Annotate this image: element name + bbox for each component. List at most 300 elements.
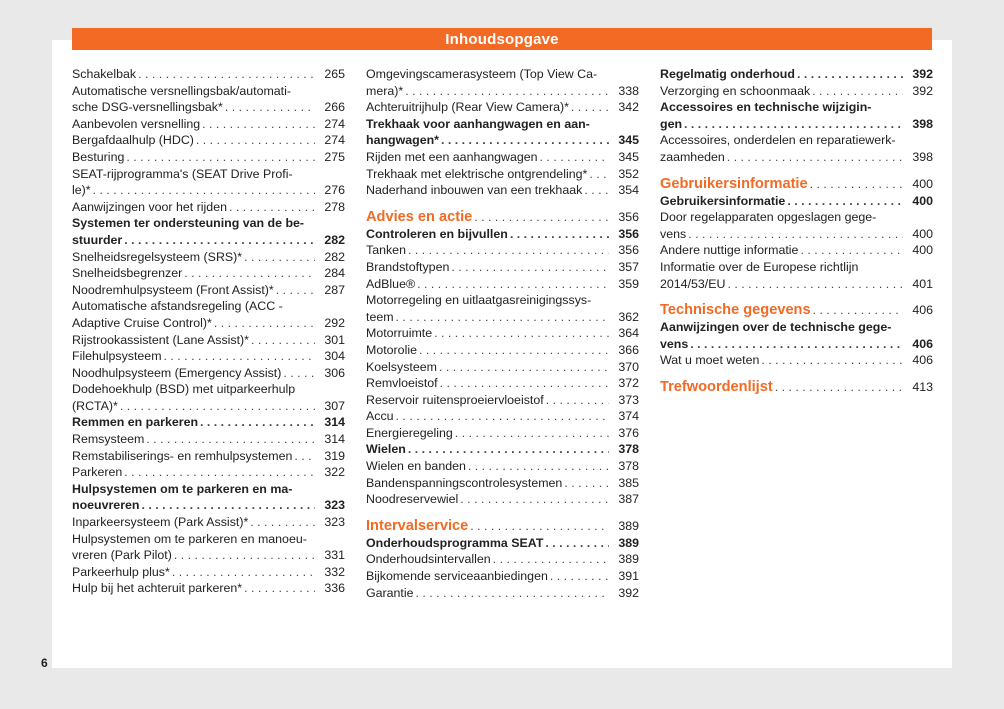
dot-leader [690, 336, 903, 353]
dot-leader [276, 282, 315, 299]
toc-page-number: 342 [618, 100, 639, 115]
toc-entry-line [660, 149, 933, 166]
toc-section[interactable] [366, 517, 639, 535]
toc-entry[interactable] [72, 282, 345, 299]
dot-leader [468, 458, 609, 475]
dot-leader [184, 265, 315, 282]
toc-entry-line [366, 458, 639, 475]
toc-entry-title: Hulp bij het achteruit parkeren* [72, 581, 243, 596]
toc-entry-line [366, 441, 639, 458]
dot-leader [120, 398, 315, 415]
dot-leader [200, 414, 315, 431]
toc-entry-line [660, 226, 933, 243]
toc-page-number: 287 [324, 282, 345, 297]
toc-entry-line [660, 242, 933, 259]
toc-entry-line [72, 265, 345, 282]
toc-entry-line [660, 66, 933, 83]
toc-page-number: 385 [618, 475, 639, 490]
toc-section[interactable] [660, 378, 933, 396]
toc-page-number: 398 [912, 149, 933, 164]
toc-entry-title: Automatische afstandsregeling (ACC - [72, 299, 283, 314]
toc-page-number: 392 [912, 67, 933, 81]
toc-entry[interactable] [72, 580, 345, 597]
toc-page-number: 319 [324, 448, 345, 463]
dot-leader [244, 580, 315, 597]
toc-entry-title: Rijden met een aanhangwagen [366, 149, 538, 164]
toc-entry[interactable] [366, 259, 639, 276]
toc-page-number: 284 [324, 266, 345, 281]
toc-entry-line [366, 491, 639, 508]
toc-entry-line [72, 564, 345, 581]
toc-entry[interactable] [72, 66, 345, 83]
toc-entry[interactable] [366, 475, 639, 492]
toc-entry-line [660, 336, 933, 353]
toc-entry-title: teem [366, 309, 394, 324]
toc-section[interactable] [366, 208, 639, 226]
toc-entry-line [366, 66, 639, 83]
toc-page-number: 356 [618, 243, 639, 258]
toc-entry[interactable] [72, 381, 345, 414]
toc-entry[interactable] [72, 249, 345, 266]
toc-entry-line [366, 292, 639, 309]
toc-entry-title: Onderhoudsprogramma SEAT [366, 535, 544, 550]
toc-page-number: 275 [324, 149, 345, 164]
toc-entry-line [72, 481, 345, 498]
toc-entry-title: Controleren en bijvullen [366, 226, 508, 241]
dot-leader [419, 342, 609, 359]
toc-entry[interactable] [72, 298, 345, 331]
toc-page-number: 356 [618, 209, 639, 224]
toc-entry-title: Accessoires en technische wijzigin- [660, 100, 872, 115]
dot-leader [787, 193, 903, 210]
toc-entry-line [72, 531, 345, 548]
toc-entry-title: Gebruikersinformatie [660, 175, 808, 192]
toc-entry-line [366, 475, 639, 492]
dot-leader [550, 568, 609, 585]
dot-leader [174, 547, 315, 564]
toc-entry-title: sche DSG-versnellingsbak* [72, 100, 223, 115]
toc-page-number: 400 [912, 226, 933, 241]
toc-entry-line [72, 365, 345, 382]
dot-leader [775, 378, 903, 396]
toc-entry-title: Schakelbak [72, 67, 137, 81]
toc-entry-line [366, 259, 639, 276]
toc-page-number: 387 [618, 492, 639, 507]
toc-entry-line [660, 116, 933, 133]
toc-entry-line [366, 535, 639, 552]
toc-entry-title: Systemen ter ondersteuning van de be- [72, 216, 305, 231]
toc-entry-title: Remstabiliserings- en remhulpsystemen [72, 448, 293, 463]
toc-page-number: 400 [912, 243, 933, 258]
toc-entry-title: Andere nuttige informatie [660, 243, 799, 258]
toc-entry-line [72, 448, 345, 465]
toc-entry-line [660, 319, 933, 336]
toc-page-number: 398 [912, 116, 933, 131]
toc-page-number: 374 [618, 409, 639, 424]
dot-leader [727, 276, 903, 293]
toc-entry-title: Dodehoekhulp (BSD) met uitparkeerhulp [72, 382, 296, 397]
toc-entry[interactable] [72, 365, 345, 382]
toc-entry[interactable] [72, 215, 345, 248]
toc-entry-line [366, 149, 639, 166]
toc-entry-line [72, 99, 345, 116]
toc-entry[interactable] [366, 551, 639, 568]
toc-page-number: 276 [324, 183, 345, 198]
toc-page-number: 307 [324, 398, 345, 413]
toc-page-number: 392 [912, 83, 933, 98]
toc-entry-line [660, 352, 933, 369]
dot-leader [250, 514, 315, 531]
dot-leader [545, 535, 609, 552]
toc-page-number: 314 [324, 432, 345, 447]
toc-entry-title: Garantie [366, 585, 414, 600]
dot-leader [688, 226, 903, 243]
dot-leader [510, 226, 609, 243]
toc-entry[interactable] [72, 414, 345, 431]
dot-leader [813, 301, 903, 319]
toc-entry-line [660, 301, 933, 319]
toc-entry[interactable] [366, 116, 639, 149]
toc-entry-title: SEAT-rijprogramma's (SEAT Drive Profi- [72, 166, 293, 181]
toc-entry-title: Motorolie [366, 342, 417, 357]
toc-entry-title: Remsysteem [72, 432, 145, 447]
toc-entry[interactable] [72, 132, 345, 149]
toc-entry-line [660, 175, 933, 193]
toc-page-number: 336 [324, 581, 345, 596]
toc-entry[interactable] [366, 66, 639, 99]
toc-page-number: 389 [618, 552, 639, 567]
toc-entry-line [366, 359, 639, 376]
toc-entry-title: Motorruimte [366, 326, 433, 341]
toc-entry-title: Automatische versnellingsbak/automati- [72, 83, 292, 98]
toc-entry[interactable] [366, 458, 639, 475]
toc-page-number: 274 [324, 133, 345, 148]
toc-entry-title: Wat u moet weten [660, 353, 760, 368]
toc-entry-title: Advies en actie [366, 208, 473, 225]
dot-leader [141, 497, 315, 514]
toc-entry[interactable] [366, 535, 639, 552]
toc-entry-line [72, 282, 345, 299]
toc-entry[interactable] [660, 259, 933, 292]
toc-entry-title: Adaptive Cruise Control)* [72, 315, 212, 330]
dot-leader [451, 259, 609, 276]
toc-entry[interactable] [660, 66, 933, 83]
toc-page-number: 370 [618, 359, 639, 374]
toc-page-number: 338 [618, 83, 639, 98]
toc-entry-title: zaamheden [660, 149, 725, 164]
toc-entry-title: Trekhaak voor aanhangwagen en aan- [366, 116, 590, 131]
toc-entry-line [72, 149, 345, 166]
dot-leader [225, 99, 315, 116]
toc-entry-title: Filehulpsysteem [72, 349, 162, 364]
toc-entry[interactable] [366, 149, 639, 166]
toc-entry-title: (RCTA)* [72, 398, 118, 413]
toc-entry-title: Brandstoftypen [366, 259, 450, 274]
toc-page-number: 306 [324, 365, 345, 380]
toc-entry[interactable] [366, 276, 639, 293]
dot-leader [434, 325, 609, 342]
toc-entry[interactable] [660, 209, 933, 242]
toc-entry[interactable] [72, 265, 345, 282]
toc-entry-title: Accu [366, 409, 394, 424]
toc-page-number: 392 [618, 585, 639, 600]
toc-entry[interactable] [72, 448, 345, 465]
toc-entry[interactable] [72, 514, 345, 531]
toc-entry[interactable] [72, 431, 345, 448]
toc-entry[interactable] [72, 332, 345, 349]
toc-entry-line [366, 551, 639, 568]
toc-entry[interactable] [366, 375, 639, 392]
dot-leader [470, 517, 609, 535]
toc-entry-line [72, 514, 345, 531]
toc-entry-title: Bergafdaalhulp (HDC) [72, 133, 194, 148]
toc-entry-title: Hulpsystemen om te parkeren en manoeu- [72, 531, 307, 546]
toc-entry[interactable] [366, 585, 639, 602]
toc-entry-title: Aanwijzingen voor het rijden [72, 199, 227, 214]
dot-leader [283, 365, 315, 382]
toc-entry-title: Parkeerhulp plus* [72, 564, 170, 579]
toc-page-number: 274 [324, 116, 345, 131]
toc-entry-title: Gebruikersinformatie [660, 193, 786, 208]
toc-entry-title: mera)* [366, 83, 404, 98]
toc-entry-title: Accessoires, onderdelen en reparatiewerk- [660, 133, 896, 148]
toc-entry-line [72, 232, 345, 249]
toc-entry-line [72, 132, 345, 149]
toc-entry-title: Noodreservewiel [366, 492, 459, 507]
dot-leader [294, 448, 315, 465]
toc-entry-line [72, 381, 345, 398]
toc-entry-title: Hulpsystemen om te parkeren en ma- [72, 481, 293, 496]
toc-entry[interactable] [72, 464, 345, 481]
toc-entry[interactable] [366, 292, 639, 325]
toc-entry-line [72, 497, 345, 514]
dot-leader [251, 332, 315, 349]
toc-page-number: 378 [618, 442, 639, 457]
toc-entry[interactable] [72, 564, 345, 581]
dot-leader [810, 175, 903, 193]
toc-section[interactable] [660, 301, 933, 319]
toc-entry-line [366, 83, 639, 100]
toc-entry[interactable] [366, 166, 639, 183]
toc-entry[interactable] [366, 491, 639, 508]
toc-entry-line [660, 83, 933, 100]
dot-leader [546, 392, 609, 409]
toc-entry[interactable] [366, 342, 639, 359]
toc-entry-title: Door regelapparaten opgeslagen gege- [660, 210, 877, 225]
toc-section[interactable] [660, 175, 933, 193]
toc-entry-line [660, 193, 933, 210]
toc-page-number: 372 [618, 376, 639, 391]
toc-entry[interactable] [660, 99, 933, 132]
toc-page-number: 357 [618, 259, 639, 274]
toc-entry[interactable] [366, 441, 639, 458]
dot-leader [540, 149, 609, 166]
dot-leader [441, 132, 609, 149]
dot-leader [396, 309, 609, 326]
dot-leader [440, 375, 609, 392]
toc-entry-title: vreren (Park Pilot) [72, 548, 172, 563]
toc-entry-title: stuurder [72, 232, 123, 247]
toc-entry-title: Informatie over de Europese richtlijn [660, 259, 859, 274]
toc-entry-line [660, 132, 933, 149]
dot-leader [396, 408, 609, 425]
toc-entry[interactable] [366, 408, 639, 425]
toc-entry[interactable] [660, 83, 933, 100]
dot-leader [124, 464, 315, 481]
toc-entry-title: vens [660, 226, 687, 241]
toc-entry-title: Verzorging en schoonmaak [660, 83, 811, 98]
toc-entry[interactable] [366, 182, 639, 199]
page-number: 6 [41, 656, 48, 670]
toc-entry[interactable] [366, 425, 639, 442]
toc-entry-line [366, 325, 639, 342]
toc-page-number: 278 [324, 199, 345, 214]
toc-entry[interactable] [366, 568, 639, 585]
dot-leader [124, 232, 315, 249]
toc-entry-title: le)* [72, 183, 91, 198]
dot-leader [405, 83, 609, 100]
toc-page-number: 362 [618, 309, 639, 324]
toc-entry[interactable] [72, 166, 345, 199]
toc-entry[interactable] [72, 531, 345, 564]
toc-entry-line [366, 568, 639, 585]
toc-page-number: 332 [324, 564, 345, 579]
toc-entry-line [72, 414, 345, 431]
toc-page-number: 323 [324, 498, 345, 513]
toc-entry-line [660, 99, 933, 116]
toc-entry-line [72, 464, 345, 481]
toc-entry[interactable] [660, 132, 933, 165]
dot-leader [761, 352, 903, 369]
dot-leader [571, 99, 609, 116]
toc-entry-line [366, 208, 639, 226]
toc-entry-title: Wielen [366, 442, 406, 457]
toc-page-number: 401 [912, 276, 933, 291]
toc-page-number: 389 [618, 518, 639, 533]
toc-entry[interactable] [72, 116, 345, 133]
dot-leader [564, 475, 609, 492]
toc-entry-line [660, 209, 933, 226]
toc-entry[interactable] [72, 348, 345, 365]
toc-entry[interactable] [366, 392, 639, 409]
toc-entry-line [660, 378, 933, 396]
toc-page-number: 391 [618, 569, 639, 584]
toc-entry-title: Snelheidsregelsysteem (SRS)* [72, 249, 243, 264]
dot-leader [800, 242, 903, 259]
toc-page-number: 323 [324, 515, 345, 530]
toc-entry[interactable] [72, 199, 345, 216]
toc-entry-line [72, 249, 345, 266]
toc-page-number: 400 [912, 193, 933, 208]
toc-entry-title: Parkeren [72, 465, 123, 480]
toc-entry-line [366, 182, 639, 199]
toc-page-number: 406 [912, 303, 933, 318]
toc-entry[interactable] [366, 325, 639, 342]
toc-entry[interactable] [660, 242, 933, 259]
toc-entry-line [72, 431, 345, 448]
dot-leader [684, 116, 903, 133]
dot-leader [229, 199, 315, 216]
toc-entry-title: Noodremhulpsysteem (Front Assist)* [72, 282, 274, 297]
toc-entry-line [72, 116, 345, 133]
toc-page-number: 282 [324, 232, 345, 247]
dot-leader [196, 132, 315, 149]
dot-leader [214, 315, 315, 332]
dot-leader [202, 116, 315, 133]
toc-entry-line [366, 517, 639, 535]
toc-entry-line [72, 182, 345, 199]
toc-entry[interactable] [366, 242, 639, 259]
toc-entry-title: Noodhulpsysteem (Emergency Assist) [72, 365, 282, 380]
toc-entry-line [72, 215, 345, 232]
toc-entry-line [72, 66, 345, 83]
toc-entry-line [366, 309, 639, 326]
toc-page-number: 366 [618, 342, 639, 357]
dot-leader [93, 182, 315, 199]
toc-entry-line [72, 315, 345, 332]
toc-entry[interactable] [660, 352, 933, 369]
toc-entry-line [366, 242, 639, 259]
toc-entry-line [366, 585, 639, 602]
dot-leader [172, 564, 315, 581]
dot-leader [408, 441, 609, 458]
toc-entry-title: Wielen en banden [366, 459, 466, 474]
toc-page-number: 265 [324, 67, 345, 81]
toc-entry-title: Reservoir ruitensproeiervloeistof [366, 392, 544, 407]
toc-page-number: 373 [618, 392, 639, 407]
toc-page-number: 314 [324, 415, 345, 430]
dot-leader [126, 149, 315, 166]
toc-entry-line [660, 276, 933, 293]
toc-entry[interactable] [660, 193, 933, 210]
dot-leader [146, 431, 315, 448]
toc-entry-line [72, 199, 345, 216]
toc-entry-title: Motorregeling en uitlaatgasreinigingssys- [366, 293, 592, 308]
toc-entry[interactable] [366, 99, 639, 116]
toc-entry-title: vens [660, 336, 689, 351]
toc-page-number: 356 [618, 226, 639, 241]
toc-page-number: 352 [618, 166, 639, 181]
dot-leader [244, 249, 315, 266]
toc-page-number: 322 [324, 465, 345, 480]
toc-entry[interactable] [72, 83, 345, 116]
toc-entry-title: Remvloeistof [366, 376, 438, 391]
toc-entry-title: Achteruitrijhulp (Rear View Camera)* [366, 100, 569, 115]
toc-entry[interactable] [660, 319, 933, 352]
toc-column-3 [660, 66, 933, 396]
toc-entry[interactable] [72, 481, 345, 514]
toc-page-number: 266 [324, 100, 345, 115]
toc-entry-title: Trefwoordenlijst [660, 378, 773, 395]
toc-entry-title: gen [660, 116, 683, 131]
toc-entry[interactable] [72, 149, 345, 166]
toc-entry-line [366, 342, 639, 359]
toc-entry-title: Omgevingscamerasysteem (Top View Ca- [366, 67, 598, 81]
toc-entry-line [366, 392, 639, 409]
toc-entry-line [366, 226, 639, 243]
toc-entry-title: Regelmatig onderhoud [660, 67, 795, 81]
toc-page-number: 406 [912, 336, 933, 351]
toc-entry-title: Technische gegevens [660, 302, 811, 319]
toc-entry-title: Tanken [366, 243, 406, 258]
toc-entry-title: Naderhand inbouwen van een trekhaak [366, 183, 583, 198]
toc-entry-line [366, 99, 639, 116]
toc-entry[interactable] [366, 226, 639, 243]
dot-leader [417, 276, 609, 293]
toc-entry[interactable] [366, 359, 639, 376]
toc-entry-title: 2014/53/EU [660, 276, 726, 291]
toc-page-number: 359 [618, 276, 639, 291]
